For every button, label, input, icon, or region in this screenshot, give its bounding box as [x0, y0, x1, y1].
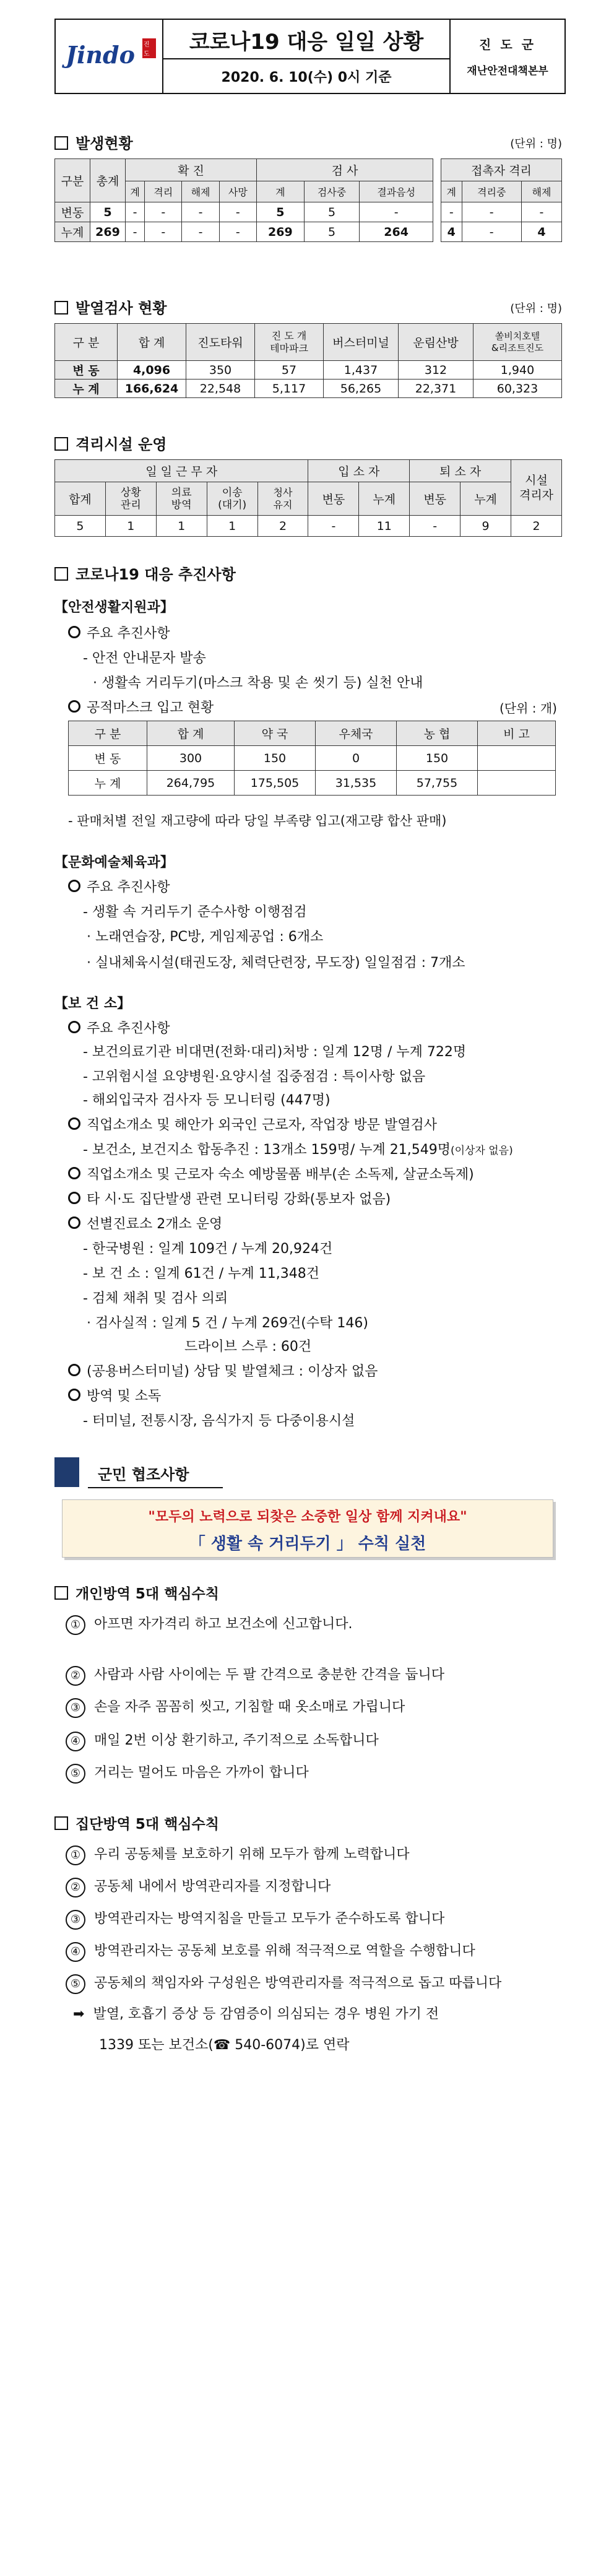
cell: 5 [55, 516, 106, 537]
personal-rule: ③ 손을 자주 꼼꼼히 씻고, 기침할 때 옷소매로 가립니다 [66, 1696, 405, 1718]
section-actions-title: 코로나19 대응 추진사항 [54, 562, 236, 584]
th-confirmed-total: 계 [126, 181, 145, 202]
row-label: 변 동 [69, 746, 147, 771]
th-discharged-total: 누계 [460, 482, 511, 516]
cell: 4 [441, 222, 462, 242]
cell: - [441, 202, 462, 222]
health-item: 직업소개소 및 근로자 숙소 예방물품 배부(손 소독제, 살균소독제) [68, 1164, 474, 1183]
report-date: 2020. 6. 10(수) 0시 기준 [221, 70, 392, 85]
th-category: 구분 [55, 159, 90, 202]
cell: 22,548 [186, 379, 255, 398]
mask-table [68, 721, 556, 796]
th-contact-total: 계 [441, 181, 462, 202]
section-quarantine-title: 격리시설 운영 [54, 432, 166, 454]
dept-culture: 【문화예술체육과】 [54, 855, 174, 870]
cell: 31,535 [316, 771, 397, 796]
th-mask-total: 합 계 [147, 721, 235, 746]
cell: - [182, 222, 219, 242]
circle-bullet-icon [68, 700, 80, 713]
table-row [441, 202, 562, 222]
cell: 0 [316, 746, 397, 771]
org-name: 진 도 군 [479, 37, 536, 52]
circle-bullet-icon [68, 880, 80, 892]
th-screen-category: 구 분 [55, 324, 118, 361]
cell: - [182, 202, 219, 222]
cell: 5 [304, 202, 359, 222]
cell: 5,117 [255, 379, 324, 398]
health-text: - 한국병원 : 일계 109건 / 누계 20,924건 [83, 1241, 333, 1257]
th-discharged: 퇴 소 자 [410, 460, 511, 482]
cell: - [145, 202, 182, 222]
number-badge: ④ [66, 1732, 85, 1751]
circle-bullet-icon [68, 1216, 80, 1229]
table-row [55, 516, 562, 537]
cell: 1 [156, 516, 207, 537]
th-residents: 입 소 자 [308, 460, 410, 482]
contact-note: ➡ 발열, 호흡기 증상 등 감염증이 의심되는 경우 병원 가기 전 [73, 2006, 439, 2022]
th-staff-transfer: 이송 (대기) [207, 482, 257, 516]
square-bullet-icon [54, 136, 68, 150]
th-contact-isolating: 격리중 [462, 181, 521, 202]
th-discharged-change: 변동 [410, 482, 460, 516]
table-row [441, 222, 562, 242]
cooperation-title: 군민 협조사항 [98, 1466, 189, 1483]
th-staff-total: 합계 [55, 482, 106, 516]
circle-bullet-icon [68, 1021, 80, 1033]
cell: - [410, 516, 460, 537]
th-staff-situation: 상황 관리 [105, 482, 156, 516]
screening-table [54, 323, 562, 398]
group-rule: ③ 방역관리자는 방역지침을 만들고 모두가 준수하도록 합니다 [66, 1908, 444, 1930]
org-department: 재난안전대책본부 [467, 65, 548, 77]
number-badge: ② [66, 1666, 85, 1686]
safety-main: 주요 추진사항 [68, 623, 170, 642]
safety-text-dot: · 생활속 거리두기(마스크 착용 및 손 씻기 등) 실천 안내 [93, 675, 423, 691]
cooperation-banner [62, 1499, 553, 1558]
cell [478, 771, 556, 796]
row-label: 누 계 [69, 771, 147, 796]
square-bullet-icon [54, 1586, 68, 1600]
th-screen-unrim: 운림산방 [399, 324, 473, 361]
cell: 60,323 [473, 379, 562, 398]
cell: 175,505 [235, 771, 316, 796]
cell: 264 [360, 222, 433, 242]
th-staff: 일 일 근 무 자 [55, 460, 308, 482]
group-rule: ④ 방역관리자는 공동체 보호를 위해 적극적으로 역할을 수행합니다 [66, 1940, 475, 1962]
th-mask-nh: 농 협 [397, 721, 478, 746]
circle-bullet-icon [68, 626, 80, 638]
th-screen-themepark: 진 도 개 테마파크 [255, 324, 324, 361]
cell: 5 [256, 202, 304, 222]
health-item: 직업소개소 및 해안가 외국인 근로자, 작업장 방문 발열검사 [68, 1114, 437, 1134]
group-rule: ⑤ 공동체의 책임자와 구성원은 방역관리자를 적극적으로 돕고 따릅니다 [66, 1972, 501, 1994]
health-text: - 해외입국자 검사자 등 모니터링 (447명) [83, 1093, 331, 1108]
group-rules-title: 집단방역 5대 핵심수칙 [54, 1813, 219, 1833]
cell: 1,437 [324, 361, 399, 379]
th-facility-isolated: 시설 격리자 [511, 460, 562, 516]
health-text: - 터미널, 전통시장, 음식가지 등 다중이용시설 [83, 1413, 355, 1429]
cell: 150 [235, 746, 316, 771]
cell: - [462, 222, 521, 242]
header-divider-right [449, 20, 451, 93]
cell: - [219, 202, 256, 222]
circle-bullet-icon [68, 1167, 80, 1179]
cell: - [145, 222, 182, 242]
dept-safety: 【안전생활지원과】 [54, 600, 174, 615]
cell: 4 [521, 222, 561, 242]
cell: 2 [511, 516, 562, 537]
th-screen-solbeach: 쏠비치호텔 &리조트진도 [473, 324, 562, 361]
number-badge: ① [66, 1845, 85, 1865]
page-title: 코로나19 대응 일일 상황 [189, 30, 424, 54]
th-test-negative: 결과음성 [360, 181, 433, 202]
contact-note-phone: 1339 또는 보건소(☎ 540-6074)로 연락 [99, 2037, 350, 2053]
cell [478, 746, 556, 771]
cell: 57 [255, 361, 324, 379]
th-mask-post: 우체국 [316, 721, 397, 746]
mask-unit: (단위 : 개) [499, 701, 557, 716]
cell: 269 [256, 222, 304, 242]
health-text: - 보건의료기관 비대면(전화·대리)처방 : 일계 12명 / 누계 722명 [83, 1044, 467, 1060]
personal-rule: ② 사람과 사람 사이에는 두 팔 간격으로 충분한 간격을 둡니다 [66, 1664, 444, 1686]
cell: 300 [147, 746, 235, 771]
health-text: - 고위험시설 요양병원·요양시설 집중점검 : 특이사항 없음 [83, 1069, 426, 1085]
outbreak-table [54, 158, 433, 242]
th-confirmed-deaths: 사망 [219, 181, 256, 202]
cell: 264,795 [147, 771, 235, 796]
cell: 22,371 [399, 379, 473, 398]
quarantine-table [54, 459, 562, 537]
banner-campaign: 「 생활 속 거리두기 」 수칙 실천 [189, 1535, 426, 1553]
personal-rule: ⑤ 거리는 멀어도 마음은 가까이 합니다 [66, 1762, 309, 1784]
circle-bullet-icon [68, 1117, 80, 1130]
cooperation-marker [54, 1457, 79, 1487]
cell: 269 [90, 222, 126, 242]
screening-unit: (단위 : 명) [510, 302, 562, 315]
cell: - [308, 516, 359, 537]
table-row [69, 746, 556, 771]
health-text: 드라이브 스루 : 60건 [184, 1339, 312, 1355]
th-confirmed: 확 진 [126, 159, 257, 181]
th-confirmed-released: 해제 [182, 181, 219, 202]
square-bullet-icon [54, 567, 68, 581]
arrow-right-icon: ➡ [73, 2006, 85, 2022]
number-badge: ④ [66, 1942, 85, 1962]
number-badge: ③ [66, 1698, 85, 1718]
th-mask-pharmacy: 약 국 [235, 721, 316, 746]
group-rule: ② 공동체 내에서 방역관리자를 지정합니다 [66, 1876, 331, 1897]
logo-text: Jindo [66, 41, 135, 69]
logo [63, 33, 156, 79]
cell: 1,940 [473, 361, 562, 379]
health-item: 타 시·도 집단발생 관련 모니터링 강화(통보자 없음) [68, 1189, 391, 1208]
th-total: 총계 [90, 159, 126, 202]
th-staff-medical: 의료 방역 [156, 482, 207, 516]
square-bullet-icon [54, 301, 68, 314]
culture-text: - 생활 속 거리두기 준수사항 이행점검 [83, 904, 307, 920]
health-text: - 보건소, 보건지소 합동추진 : 13개소 159명/ 누계 21,549명(이상자 없음) [83, 1142, 513, 1158]
mask-heading: 공적마스크 입고 현황 [68, 697, 214, 716]
th-contact-released: 해제 [521, 181, 561, 202]
table-row [55, 379, 562, 398]
cell: - [360, 202, 433, 222]
cooperation-title-underline [88, 1487, 223, 1488]
cell: 1 [105, 516, 156, 537]
health-text: - 보 건 소 : 일계 61건 / 누계 11,348건 [83, 1266, 319, 1281]
th-tested: 검 사 [256, 159, 433, 181]
outbreak-unit: (단위 : 명) [510, 137, 562, 150]
table-row [55, 222, 433, 242]
cell: 5 [90, 202, 126, 222]
th-staff-building: 청사 유지 [257, 482, 308, 516]
cell: 57,755 [397, 771, 478, 796]
number-badge: ③ [66, 1910, 85, 1930]
cell: 56,265 [324, 379, 399, 398]
th-mask-note: 비 고 [478, 721, 556, 746]
th-confirmed-isolated: 격리 [145, 181, 182, 202]
number-badge: ② [66, 1878, 85, 1897]
health-item: (공용버스터미널) 상담 및 발열체크 : 이상자 없음 [68, 1361, 378, 1380]
personal-rules-title: 개인방역 5대 핵심수칙 [54, 1582, 219, 1603]
health-text: · 검사실적 : 일계 5 건 / 누계 269건(수탁 146) [87, 1316, 368, 1331]
square-bullet-icon [54, 1816, 68, 1830]
circle-bullet-icon [68, 1192, 80, 1204]
cell: - [126, 202, 145, 222]
table-row [55, 361, 562, 379]
cell: 350 [186, 361, 255, 379]
contact-isolation-table [441, 158, 562, 242]
table-row [55, 202, 433, 222]
personal-rule: ④ 매일 2번 이상 환기하고, 주기적으로 소독합니다 [66, 1730, 379, 1751]
th-screen-total: 합 계 [118, 324, 186, 361]
health-text: - 검체 채취 및 검사 의뢰 [83, 1291, 228, 1306]
row-label: 변동 [55, 202, 90, 222]
section-screening-title: 발열검사 현황 [54, 296, 166, 318]
culture-text: · 실내체육시설(태권도장, 체력단련장, 무도장) 일일점검 : 7개소 [87, 955, 465, 971]
health-item: 선별진료소 2개소 운영 [68, 1213, 222, 1233]
dept-health: 【보 건 소】 [54, 996, 131, 1012]
th-mask-category: 구 분 [69, 721, 147, 746]
number-badge: ⑤ [66, 1974, 85, 1994]
culture-text: · 노래연습장, PC방, 게임제공업 : 6개소 [87, 929, 324, 945]
culture-main: 주요 추진사항 [68, 877, 170, 896]
cell: 11 [359, 516, 410, 537]
table-row [69, 771, 556, 796]
mask-note: - 판매처별 전일 재고량에 따라 당일 부족량 입고(재고량 합산 판매) [68, 813, 447, 828]
th-contact: 접촉자 격리 [441, 159, 562, 181]
cell: 5 [304, 222, 359, 242]
safety-text-dash: - 안전 안내문자 발송 [83, 651, 206, 666]
th-test-pending: 검사중 [304, 181, 359, 202]
section-outbreak-title: 발생현황 [54, 131, 133, 153]
circle-bullet-icon [68, 1364, 80, 1376]
header-box [54, 19, 566, 94]
cell: 2 [257, 516, 308, 537]
cell: 166,624 [118, 379, 186, 398]
th-test-total: 계 [256, 181, 304, 202]
row-label: 누계 [55, 222, 90, 242]
health-item: 방역 및 소독 [68, 1386, 161, 1405]
cell: - [462, 202, 521, 222]
cell: - [521, 202, 561, 222]
group-rule: ① 우리 공동체를 보호하기 위해 모두가 함께 노력합니다 [66, 1844, 410, 1865]
cell: - [126, 222, 145, 242]
th-residents-total: 누계 [359, 482, 410, 516]
number-badge: ⑤ [66, 1764, 85, 1784]
cell: - [219, 222, 256, 242]
row-label: 변 동 [55, 361, 118, 379]
number-badge: ① [66, 1615, 85, 1635]
health-main: 주요 추진사항 [68, 1018, 170, 1037]
th-residents-change: 변동 [308, 482, 359, 516]
personal-rule: ① 아프면 자가격리 하고 보건소에 신고합니다. [66, 1613, 353, 1635]
banner-slogan: "모두의 노력으로 되찾은 소중한 일상 함께 지켜내요" [148, 1509, 467, 1525]
row-label: 누 계 [55, 379, 118, 398]
cell: 150 [397, 746, 478, 771]
square-bullet-icon [54, 437, 68, 451]
th-screen-terminal: 버스터미널 [324, 324, 399, 361]
title-underline [163, 58, 449, 59]
cell: 9 [460, 516, 511, 537]
logo-tag: 진도 [142, 38, 156, 58]
th-screen-tower: 진도타워 [186, 324, 255, 361]
cell: 1 [207, 516, 257, 537]
circle-bullet-icon [68, 1389, 80, 1401]
cell: 4,096 [118, 361, 186, 379]
cell: 312 [399, 361, 473, 379]
